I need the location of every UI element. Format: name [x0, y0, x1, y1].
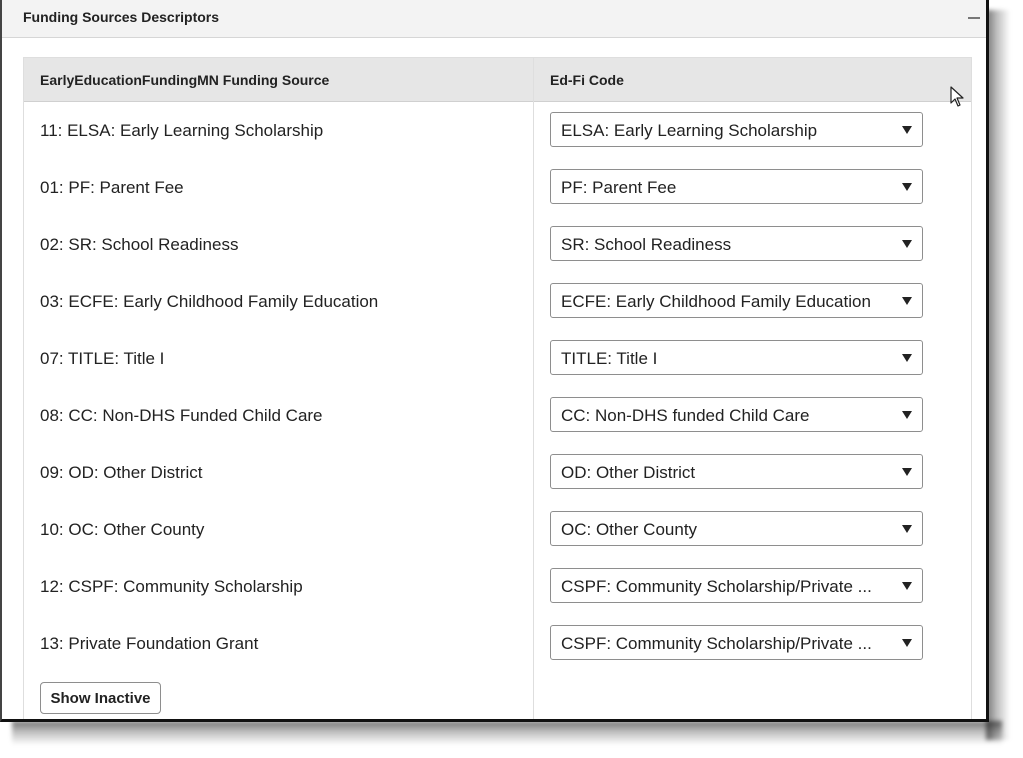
- edfi-code-select[interactable]: [550, 169, 923, 204]
- funding-source-label: 07: TITLE: Title I: [40, 349, 165, 368]
- chevron-down-icon: [902, 582, 912, 590]
- edfi-code-selected-value: CSPF: Community Scholarship/Private ...: [561, 577, 872, 596]
- table-row: [24, 159, 971, 216]
- edfi-code-selected-value: ECFE: Early Childhood Family Education: [561, 292, 871, 311]
- funding-source-label: 01: PF: Parent Fee: [40, 178, 184, 197]
- chevron-down-icon: [902, 639, 912, 647]
- mouse-pointer-icon: [950, 86, 966, 108]
- funding-source-label: 09: OD: Other District: [40, 463, 203, 482]
- edfi-code-selected-value: OD: Other District: [561, 463, 696, 482]
- edfi-code-selected-value: ELSA: Early Learning Scholarship: [561, 121, 818, 140]
- chevron-down-icon: [902, 297, 912, 305]
- edfi-code-selected-value: CC: Non-DHS funded Child Care: [561, 406, 810, 425]
- table-row: [24, 501, 971, 558]
- edfi-code-select[interactable]: [550, 397, 923, 432]
- table-row: [24, 102, 971, 159]
- table-row: [24, 558, 971, 615]
- edfi-code-select[interactable]: [550, 511, 923, 546]
- table-row: [24, 330, 971, 387]
- edfi-code-selected-value: PF: Parent Fee: [561, 178, 677, 197]
- chevron-down-icon: [902, 468, 912, 476]
- table-row: [24, 273, 971, 330]
- edfi-code-select[interactable]: [550, 226, 923, 261]
- edfi-code-select[interactable]: [550, 283, 923, 318]
- table-row: [24, 615, 971, 672]
- funding-sources-table: [23, 57, 972, 722]
- chevron-down-icon: [902, 126, 912, 134]
- chevron-down-icon: [902, 411, 912, 419]
- funding-source-label: 08: CC: Non-DHS Funded Child Care: [40, 406, 323, 425]
- edfi-code-selected-value: SR: School Readiness: [561, 235, 732, 254]
- funding-source-label: 13: Private Foundation Grant: [40, 634, 259, 653]
- table-header: [24, 58, 971, 102]
- edfi-code-select[interactable]: [550, 112, 923, 147]
- funding-source-label: 02: SR: School Readiness: [40, 235, 239, 254]
- funding-source-label: 10: OC: Other County: [40, 520, 205, 539]
- collapse-icon[interactable]: [968, 17, 980, 19]
- funding-source-label: 03: ECFE: Early Childhood Family Education: [40, 292, 379, 311]
- edfi-code-select[interactable]: [550, 340, 923, 375]
- panel-header: [2, 0, 986, 38]
- edfi-code-selected-value: OC: Other County: [561, 520, 698, 539]
- column-header-funding-source: EarlyEducationFundingMN Funding Source: [40, 72, 330, 88]
- table-row: [24, 444, 971, 501]
- column-header-edfi-code: Ed-Fi Code: [550, 72, 624, 88]
- window-shadow-bottom: [12, 721, 1002, 745]
- panel-title: Funding Sources Descriptors: [23, 9, 220, 25]
- funding-source-label: 11: ELSA: Early Learning Scholarship: [40, 121, 324, 140]
- funding-source-label: 12: CSPF: Community Scholarship: [40, 577, 303, 596]
- edfi-code-select[interactable]: [550, 568, 923, 603]
- table-row: [24, 387, 971, 444]
- chevron-down-icon: [902, 354, 912, 362]
- table-row: [24, 216, 971, 273]
- window-shadow-right: [986, 10, 1010, 740]
- chevron-down-icon: [902, 525, 912, 533]
- edfi-code-select[interactable]: [550, 454, 923, 489]
- edfi-code-selected-value: CSPF: Community Scholarship/Private ...: [561, 634, 872, 653]
- chevron-down-icon: [902, 240, 912, 248]
- show-inactive-button[interactable]: Show Inactive: [40, 682, 161, 714]
- edfi-code-selected-value: TITLE: Title I: [561, 349, 658, 368]
- edfi-code-select[interactable]: [550, 625, 923, 660]
- chevron-down-icon: [902, 183, 912, 191]
